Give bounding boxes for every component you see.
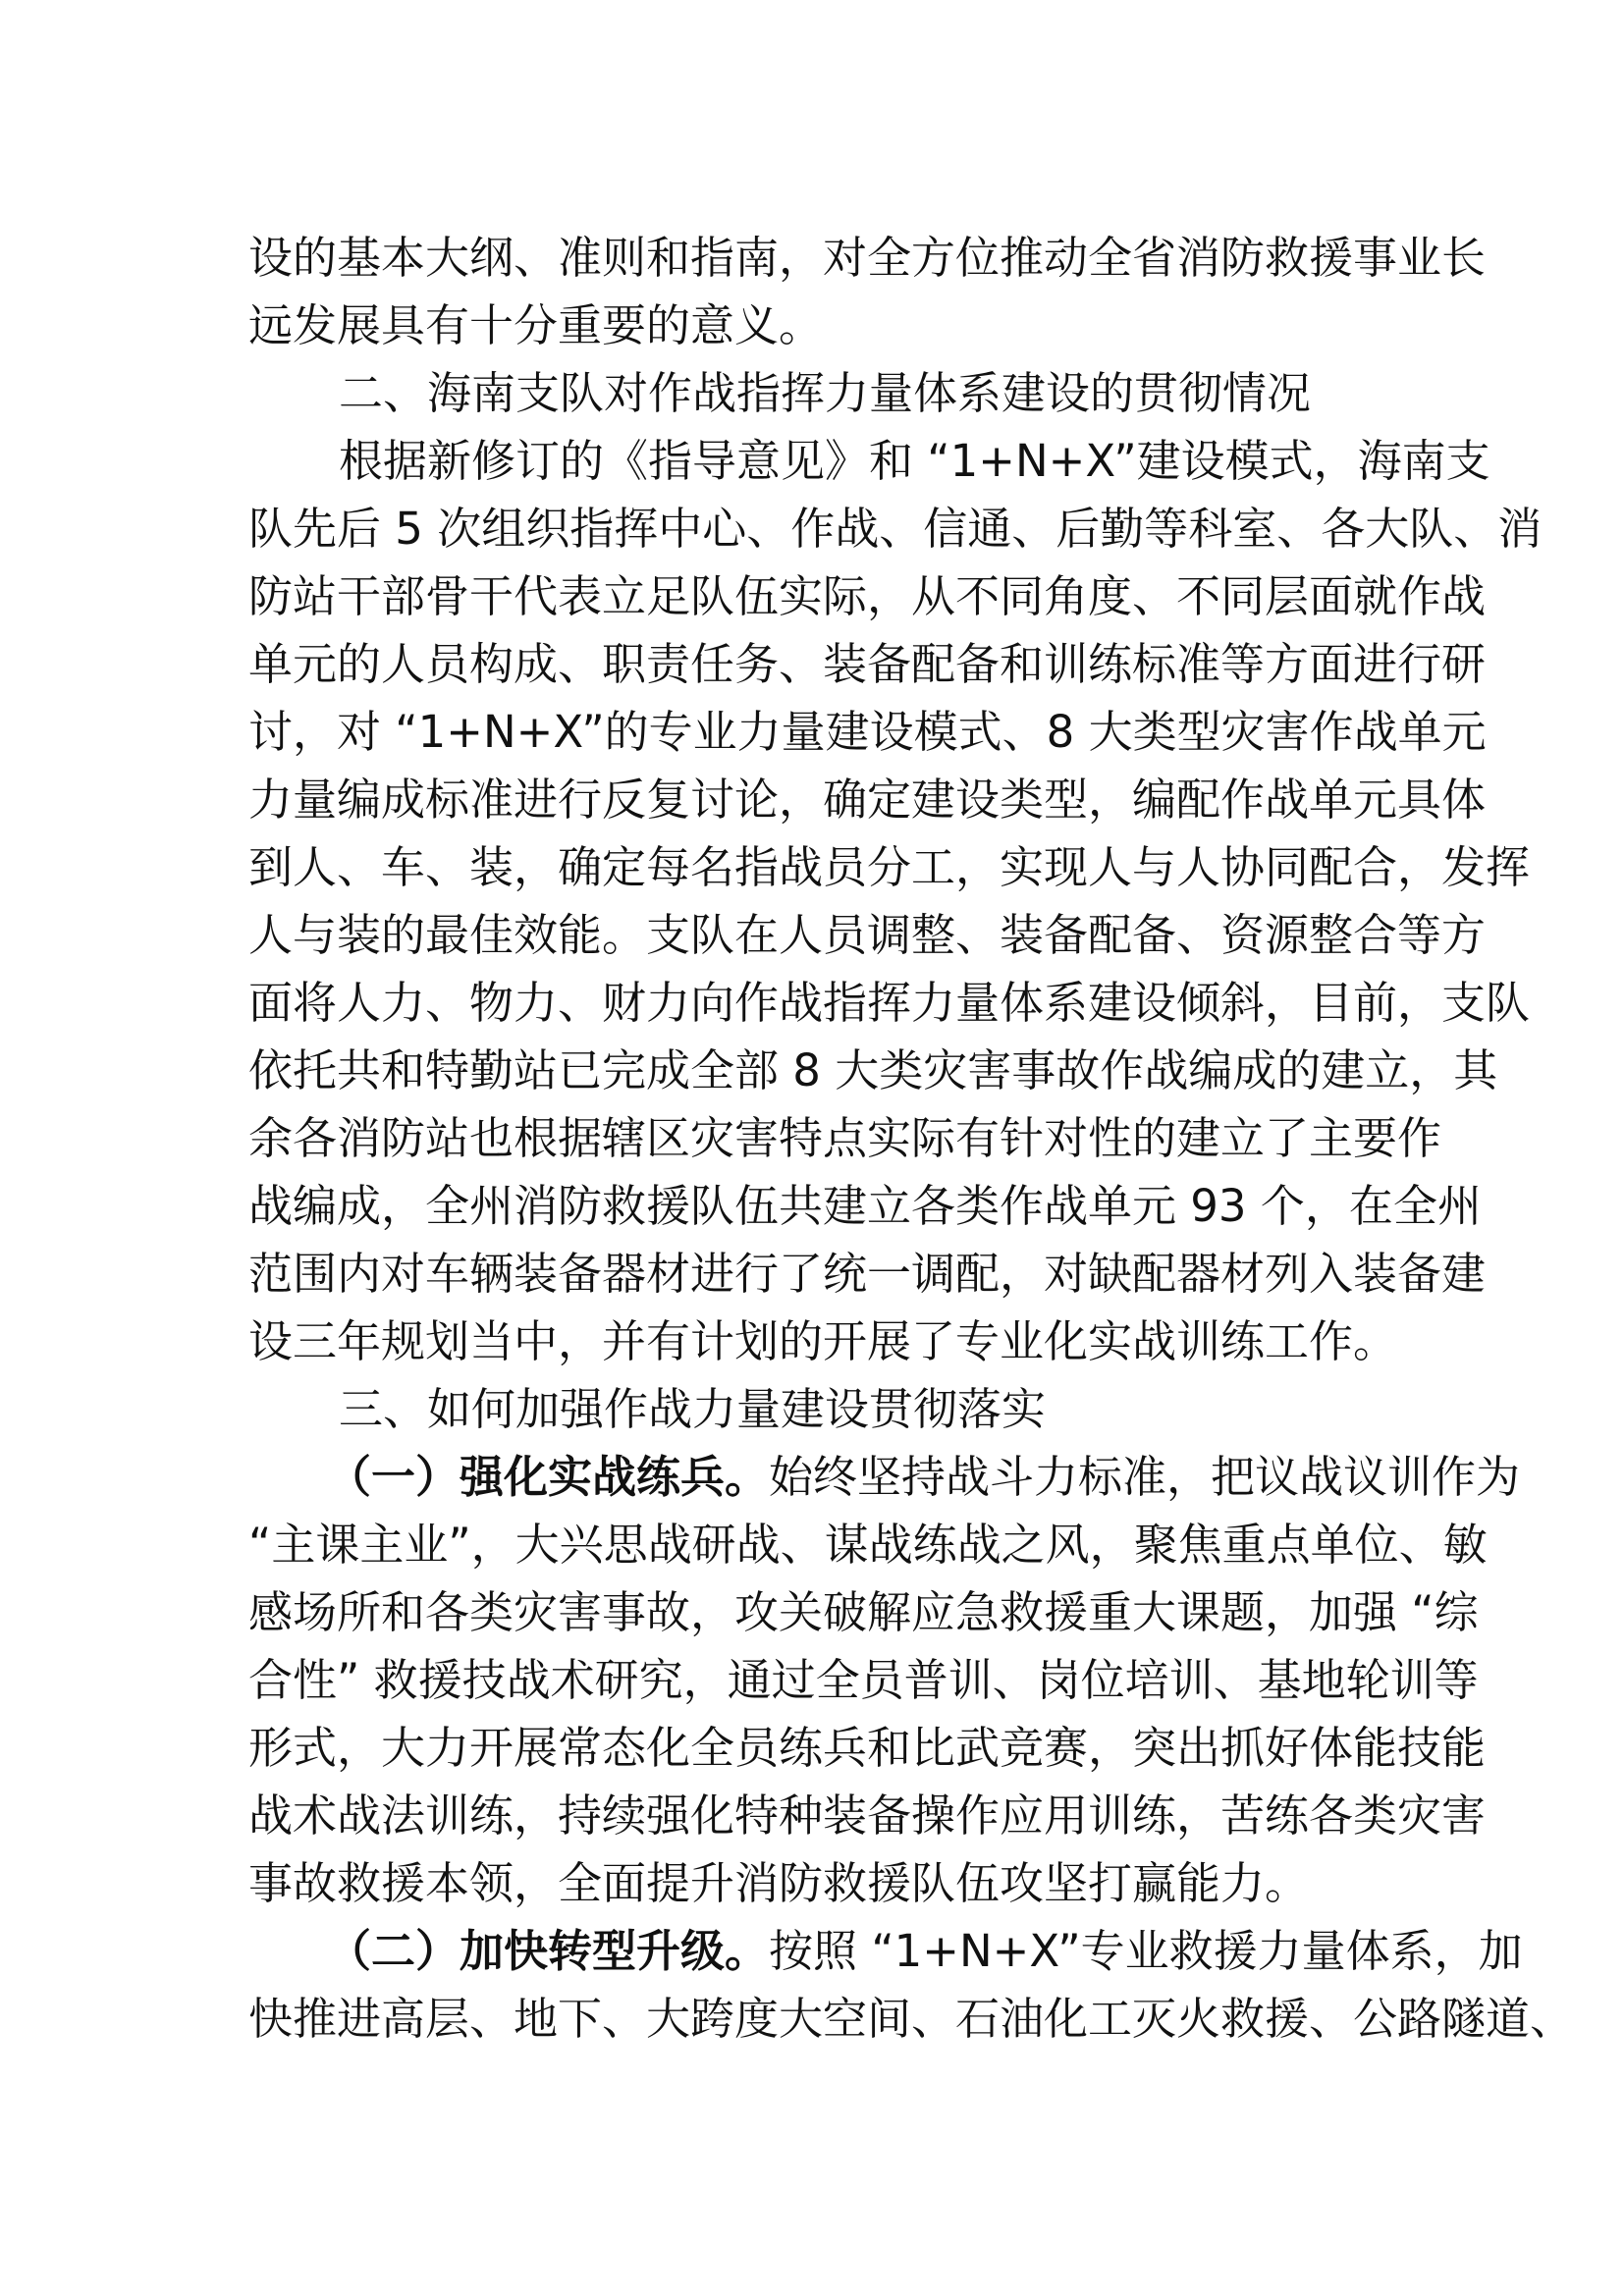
subheading-bold: （二）加快转型升级。	[327, 1925, 770, 1977]
text-line: “主课主业”，大兴思战研战、谋战练战之风，聚焦重点单位、敏	[248, 1519, 1488, 1571]
section-heading: 二、海南支队对作战指挥力量体系建设的贯彻情况	[339, 367, 1312, 419]
text-line	[248, 1443, 1521, 1511]
text-line: 余各消防站也根据辖区灾害特点实际有针对性的建立了主要作	[248, 1112, 1442, 1164]
text-line: 防站干部骨干代表立足队伍实际，从不同角度、不同层面就作战	[248, 570, 1487, 622]
text-run: 始终坚持战斗力标准，把议战议训作为	[769, 1451, 1521, 1503]
text-line: 设的基本大纲、准则和指南，对全方位推动全省消防救援事业长	[248, 232, 1487, 284]
text-line: 战编成，全州消防救援队伍共建立各类作战单元 93 个，在全州	[248, 1180, 1482, 1232]
text-line: 战术战法训练，持续强化特种装备操作应用训练，苦练各类灾害	[248, 1789, 1487, 1842]
text-line: 范围内对车辆装备器材进行了统一调配，对缺配器材列入装备建	[248, 1248, 1487, 1300]
text-line: 快推进高层、地下、大跨度大空间、石油化工灭火救援、公路隧道、	[248, 1993, 1575, 2045]
text-line: 设三年规划当中，并有计划的开展了专业化实战训练工作。	[248, 1315, 1398, 1367]
text-line: 根据新修订的《指导意见》和 “1+N+X”建设模式，海南支	[339, 435, 1490, 487]
text-line: 感场所和各类灾害事故，攻关破解应急救援重大课题，加强 “综	[248, 1586, 1479, 1638]
text-line: 事故救援本领，全面提升消防救援队伍攻坚打赢能力。	[248, 1857, 1310, 1909]
text-line: 队先后 5 次组织指挥中心、作战、信通、后勤等科室、各大队、消	[248, 503, 1543, 555]
text-line: 力量编成标准进行反复讨论，确定建设类型，编配作战单元具体	[248, 774, 1487, 826]
document-page	[248, 224, 1575, 2053]
text-line	[248, 1917, 1523, 1985]
text-line: 人与装的最佳效能。支队在人员调整、装备配备、资源整合等方	[248, 909, 1487, 961]
text-line: 形式，大力开展常态化全员练兵和比武竞赛，突出抓好体能技能	[248, 1722, 1487, 1774]
text-line: 合性” 救援技战术研究，通过全员普训、岗位培训、基地轮训等	[248, 1654, 1479, 1706]
text-run: 按照 “1+N+X”专业救援力量体系，加	[769, 1925, 1523, 1977]
section-heading: 三、如何加强作战力量建设贯彻落实	[339, 1383, 1047, 1435]
text-line: 依托共和特勤站已完成全部 8 大类灾害事故作战编成的建立，其	[248, 1044, 1498, 1096]
text-line: 面将人力、物力、财力向作战指挥力量体系建设倾斜，目前，支队	[248, 977, 1531, 1029]
text-line: 讨，对 “1+N+X”的专业力量建设模式、8 大类型灾害作战单元	[248, 706, 1487, 758]
text-line: 单元的人员构成、职责任务、装备配备和训练标准等方面进行研	[248, 638, 1487, 690]
text-line: 到人、车、装，确定每名指战员分工，实现人与人协同配合，发挥	[248, 841, 1531, 893]
text-line: 远发展具有十分重要的意义。	[248, 299, 824, 351]
subheading-bold: （一）强化实战练兵。	[327, 1451, 770, 1503]
